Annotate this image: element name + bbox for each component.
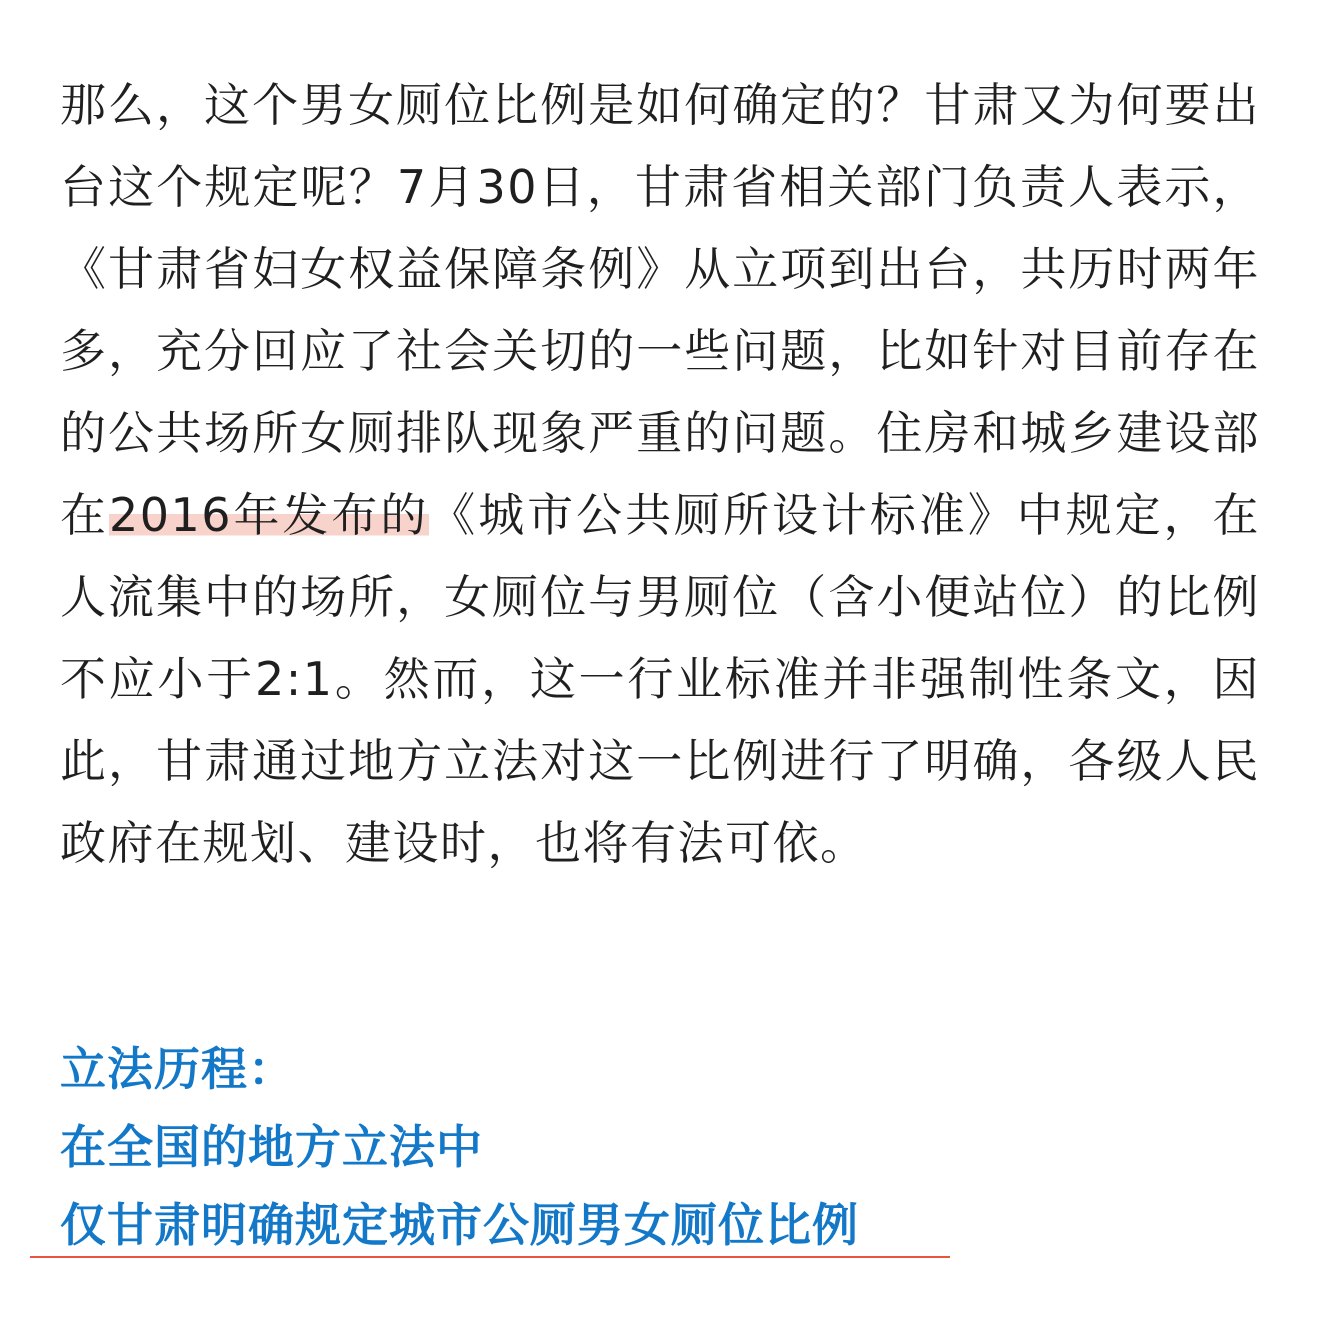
paragraph-text-start: 那么，这个男女厕位比例是如何确定的？甘肃又为何要出台这个规定呢？7月30日，甘肃省相关部门负责人表示，《甘肃省妇女权益保障条例》从立项到出台，共历时两年多，充分回应了社会关切的一些问题，比如针对目前存在的公共场所女厕排队现象严重的问题。住房和城乡建设部在 [60,78,1260,542]
highlighted-text: 2016年发布的 [108,488,430,542]
paragraph-text-end: 《城市公共厕所设计标准》中规定，在人流集中的场所，女厕位与男厕位（含小便站位）的比例不应小于2:1。然而，这一行业标准并非强制性条文，因此，甘肃通过地方立法对这一比例进行了明确，各级人民政府在规划、建设时，也将有法可依。 [60,488,1260,870]
section-underline [30,1256,950,1258]
section-line-2: 仅甘肃明确规定城市公厕男女厕位比例 [60,1198,859,1252]
section-line-1: 在全国的地方立法中 [60,1120,483,1174]
article-body [60,64,1260,884]
legislation-section [60,1030,1260,1264]
article-paragraph [60,64,1260,884]
section-heading: 立法历程： [60,1042,295,1096]
